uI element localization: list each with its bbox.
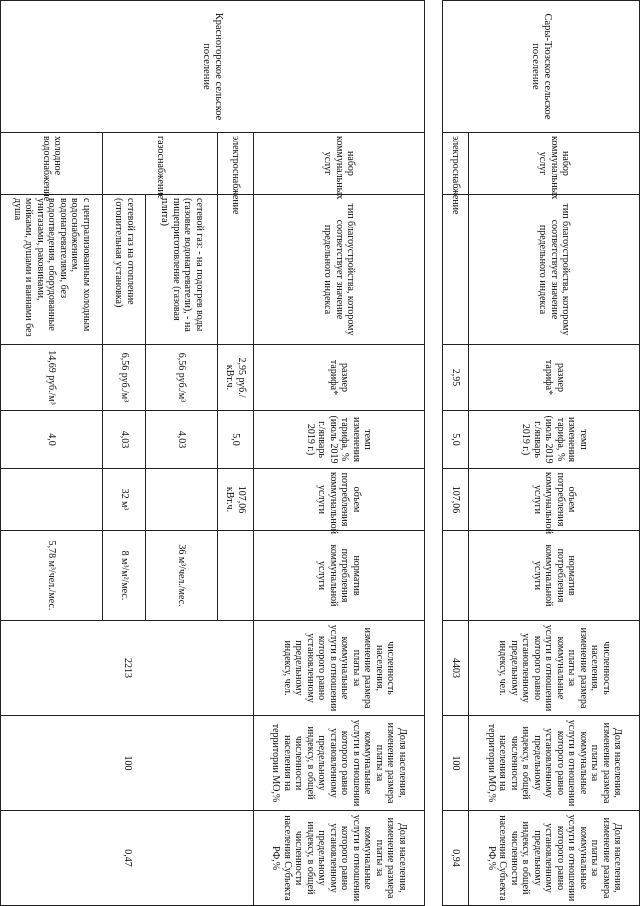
tariff-cell: 14,69 руб./м³ xyxy=(1,345,103,411)
tariff-cell: 2,95 руб./кВт.ч. xyxy=(218,345,254,411)
improvement-cell xyxy=(442,195,468,345)
top-header-row xyxy=(469,1,640,906)
rate-cell: 5,0 xyxy=(442,411,468,469)
rate-cell: 5,0 xyxy=(218,411,254,469)
norm-cell xyxy=(218,531,254,621)
improvement-cell: сетевой газ на отопление (отопительная установка) xyxy=(103,195,146,345)
volume-cell: 32 м³ xyxy=(103,469,146,531)
header-consumption-volume: объем потребления коммунальной услуги xyxy=(469,469,640,531)
share-mo-cell: 100 xyxy=(1,716,254,811)
header-tariff-rate: темп изменения тарифа, % (июль 2019 г./январь 2019 г.) xyxy=(253,411,424,469)
service-cell: холодное водоснабжение xyxy=(1,133,103,195)
tariff-cell: 2,95 xyxy=(442,345,468,411)
tariff-cell: 6,56 руб./м³ xyxy=(146,345,218,411)
bottom-header-row xyxy=(253,1,424,906)
norm-cell: 36 м³/чел./мес. xyxy=(146,531,218,621)
table-row xyxy=(218,1,254,906)
header-improvement-type: тип благоустройства, которому соответствует значение предельного индекса xyxy=(469,195,640,345)
rate-cell: 4,03 xyxy=(103,411,146,469)
share-subject-cell: 0,47 xyxy=(1,811,254,906)
share-subject-cell: 0,94 xyxy=(442,811,468,906)
tariff-cell: 6,56 руб./м³ xyxy=(103,345,146,411)
norm-cell xyxy=(442,531,468,621)
rate-cell: 4,0 xyxy=(1,411,103,469)
header-share-mo: Доля населения, изменение размера платы за коммунальные услуги в отношении которого равно установленному предельному индексу, в общей численности населения на территории МО,% xyxy=(253,716,424,811)
rate-cell: 4,03 xyxy=(146,411,218,469)
municipality-name: Красногорское сельское поселение xyxy=(1,1,425,133)
header-tariff-rate: темп изменения тарифа, % (июль 2019 г./январь 2019 г.) xyxy=(469,411,640,469)
header-tariff-size: размер тарифа* xyxy=(253,345,424,411)
service-cell: электроснабжение xyxy=(218,133,254,195)
volume-cell xyxy=(146,469,218,531)
population-count-cell: 4403 xyxy=(442,621,468,716)
population-count-cell: 2213 xyxy=(1,621,254,716)
header-services-set: набор коммунальных услуг xyxy=(469,133,640,195)
section-gap xyxy=(424,1,442,906)
table-row xyxy=(442,1,468,906)
header-consumption-norm: норматив потребления коммунальной услуги xyxy=(253,531,424,621)
municipality-name: Сары-Тюзское сельское поселение xyxy=(442,1,639,133)
volume-cell xyxy=(1,469,103,531)
volume-cell: 107,06 xyxy=(442,469,468,531)
improvement-cell: сетевой газ: - на подогрев воды (газовые водонагреватели), - на пищеприготовление (газовая плита) xyxy=(146,195,218,345)
improvement-cell xyxy=(218,195,254,345)
share-mo-cell: 100 xyxy=(442,716,468,811)
header-tariff-size: размер тарифа* xyxy=(469,345,640,411)
norm-cell: 8 м³/м²/мес. xyxy=(103,531,146,621)
header-population-count: численность населения, изменение размера платы за коммунальные услуги в отношении которого равно установленному предельному индексу, чел. xyxy=(469,621,640,716)
norm-cell: 5,78 м³/чел./мес. xyxy=(1,531,103,621)
header-services-set: набор коммунальных услуг xyxy=(253,133,424,195)
header-consumption-volume: объем потребления коммунальной услуги xyxy=(253,469,424,531)
header-share-subject: Доля населения, изменение размера платы за коммунальные услуги в отношении которого равно установленному предельному индексу, в общей численности населения Субъекта РФ,% xyxy=(253,811,424,906)
service-cell: электроснабжение xyxy=(442,133,468,195)
service-cell: газоснабжение xyxy=(103,133,218,195)
header-share-mo: Доля населения, изменение размера платы за коммунальные услуги в отношении которого равно установленному предельному индексу, в общей численности населения на территории МО,% xyxy=(469,716,640,811)
header-share-subject: Доля населения, изменение размера платы за коммунальные услуги в отношении которого равно установленному предельному индексу, в общей численности населения Субъекта РФ,% xyxy=(469,811,640,906)
improvement-cell: с централизованным холодным водоснабжением, водонагревателями, без водоотведения, оборудованные унитазами, раковинами, мойками, душами и ваннами без душа xyxy=(1,195,103,345)
header-improvement-type: тип благоустройства, которому соответствует значение предельного индекса xyxy=(253,195,424,345)
volume-cell: 107,06 кВт.ч. xyxy=(218,469,254,531)
header-population-count: численность населения, изменение размера платы за коммунальные услуги в отношении которого равно установленному предельному индексу, чел. xyxy=(253,621,424,716)
header-consumption-norm: норматив потребления коммунальной услуги xyxy=(469,531,640,621)
